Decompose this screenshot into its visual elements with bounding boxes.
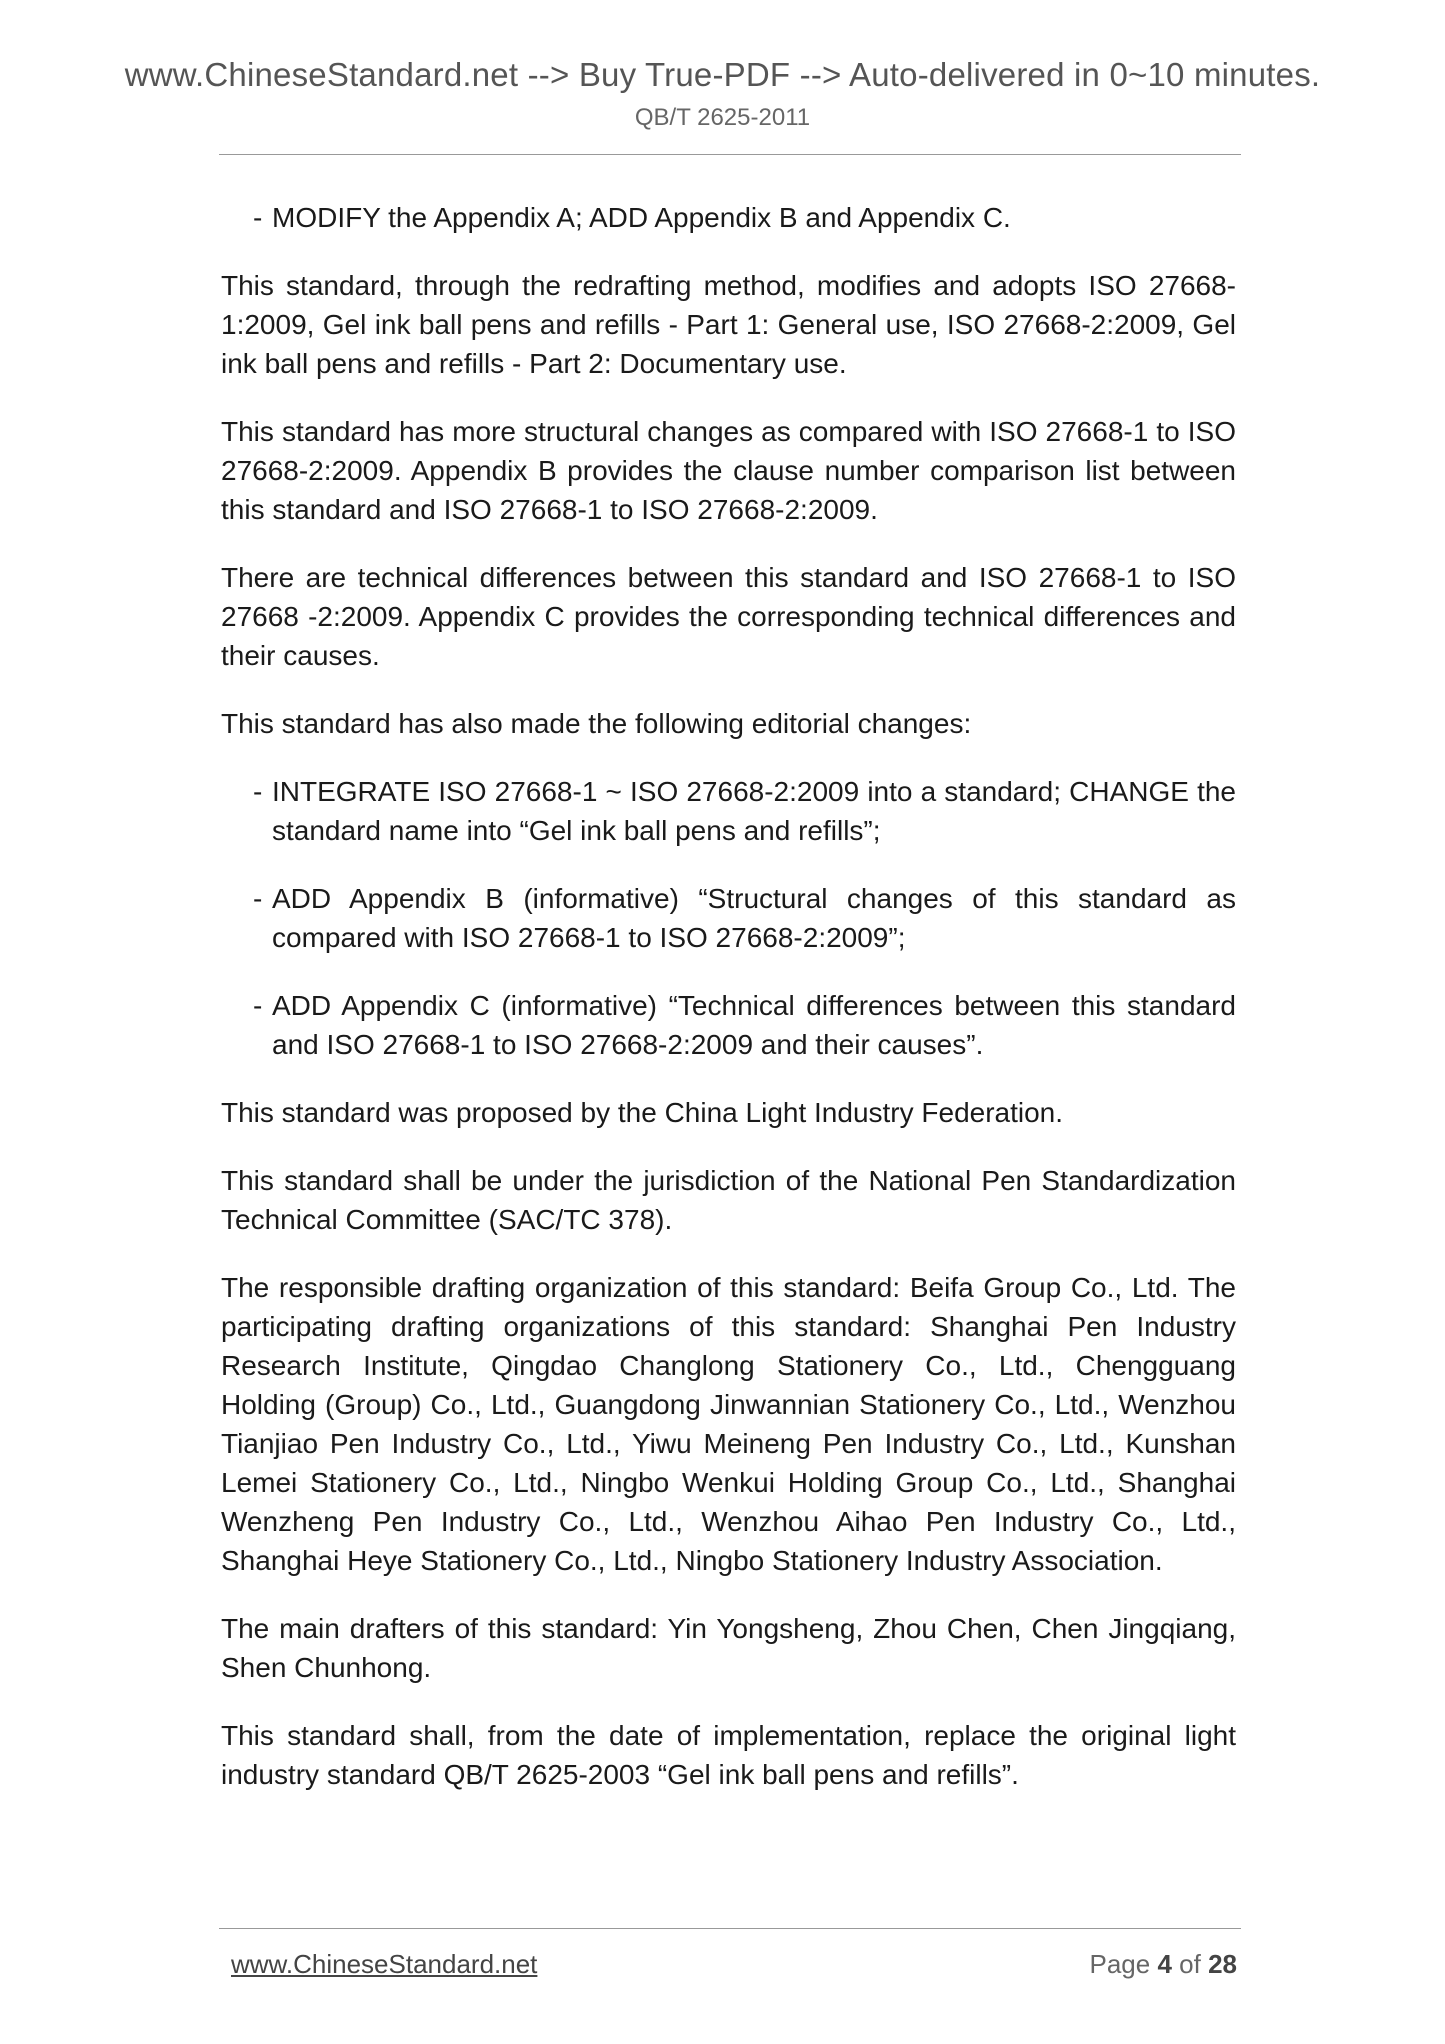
bullet-text: ADD Appendix B (informative) “Structural changes of this standard as compared with ISO 27668-1 to ISO 27668-2:2009”; [272,883,1236,953]
paragraph-editorial-intro: This standard has also made the following editorial changes: [221,708,972,739]
paragraph-proposed-by: This standard was proposed by the China Light Industry Federation. [221,1097,1064,1128]
document-code: QB/T 2625-2011 [634,104,811,131]
header-divider [219,154,1241,155]
page-current: 4 [1157,1949,1172,1979]
bullet-integrate [221,772,1236,850]
bullet-dash: - [253,776,263,807]
bullet-text: ADD Appendix C (informative) “Technical differences between this standard and ISO 27668-1 to ISO 27668-2:2009 and their causes”. [272,990,1236,1060]
page-of: of [1179,1949,1201,1979]
footer-divider [219,1928,1241,1929]
bullet-dash: - [253,990,263,1021]
bullet-modify-appendix [221,198,1236,237]
page-number [1089,1949,1237,1980]
paragraph-jurisdiction: This standard shall be under the jurisdiction of the National Pen Standardization Technical Committee (SAC/TC 378). [221,1165,1236,1235]
paragraph-redrafting: This standard, through the redrafting method, modifies and adopts ISO 27668-1:2009, Gel ink ball pens and refills - Part 1: General use, ISO 27668-2:2009, Gel ink ball pens and refills - Part 2: Documentary use. [221,270,1236,379]
page-body [221,198,1236,1823]
paragraph-main-drafters: The main drafters of this standard: Yin Yongsheng, Zhou Chen, Chen Jingqiang, Shen Chunhong. [221,1613,1236,1683]
bullet-add-appendix-c [221,986,1236,1064]
page-word: Page [1089,1949,1151,1979]
bullet-add-appendix-b [221,879,1236,957]
bullet-text: MODIFY the Appendix A; ADD Appendix B and Appendix C. [272,202,1011,233]
header-banner: www.ChineseStandard.net --> Buy True-PDF --> Auto-delivered in 0~10 minutes. [124,56,1321,93]
paragraph-technical-differences: There are technical differences between this standard and ISO 27668-1 to ISO 27668 -2:2009. Appendix C provides the corresponding technical differences and their causes. [221,562,1236,671]
footer-site-link[interactable]: www.ChineseStandard.net [231,1949,538,1979]
paragraph-replacement: This standard shall, from the date of implementation, replace the original light industry standard QB/T 2625-2003 “Gel ink ball pens and refills”. [221,1720,1236,1790]
paragraph-drafting-organizations: The responsible drafting organization of this standard: Beifa Group Co., Ltd. The participating drafting organizations of this standard: Shanghai Pen Industry Research Institute, Qingdao Changlong Stationery Co., Ltd., Chengguang Holding (Group) Co., Ltd., Guangdong Jinwannian Stationery Co., Ltd., Wenzhou Tianjiao Pen Industry Co., Ltd., Yiwu Meineng Pen Industry Co., Ltd., Kunshan Lemei Stationery Co., Ltd., Ningbo Wenkui Holding Group Co., Ltd., Shanghai Wenzheng Pen Industry Co., Ltd., Wenzhou Aihao Pen Industry Co., Ltd., Shanghai Heye Stationery Co., Ltd., Ningbo Stationery Industry Association. [221,1272,1236,1576]
bullet-text: INTEGRATE ISO 27668-1 ~ ISO 27668-2:2009 into a standard; CHANGE the standard name into “Gel ink ball pens and refills”; [272,776,1236,846]
bullet-dash: - [253,883,263,914]
page-total: 28 [1208,1949,1237,1979]
bullet-dash: - [253,202,263,233]
paragraph-structural-changes: This standard has more structural changes as compared with ISO 27668-1 to ISO 27668-2:2009. Appendix B provides the clause number comparison list between this standard and ISO 27668-1 to ISO 27668-2:2009. [221,416,1236,525]
